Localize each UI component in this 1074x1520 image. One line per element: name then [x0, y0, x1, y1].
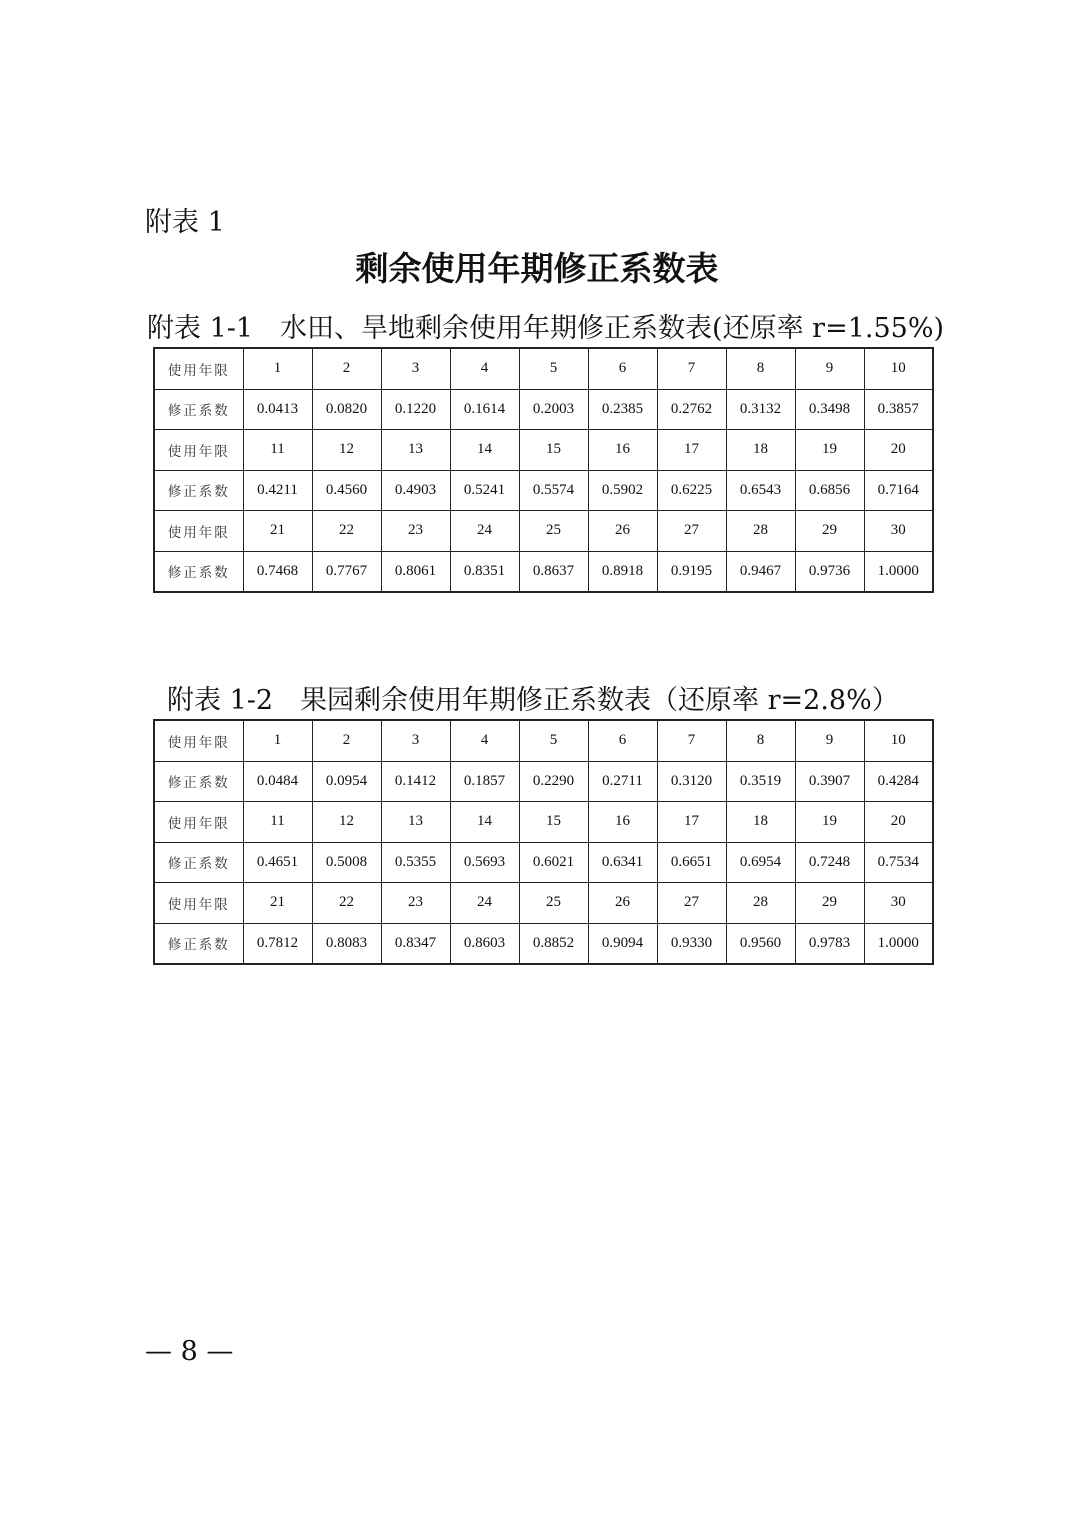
- table-cell: 21: [243, 511, 312, 552]
- table-cell: 0.0954: [312, 761, 381, 802]
- table-cell: 0.3132: [726, 389, 795, 430]
- table-cell: 0.8603: [450, 923, 519, 964]
- table-cell: 1.0000: [864, 551, 933, 592]
- table-cell: 0.9736: [795, 551, 864, 592]
- table-cell: 15: [519, 430, 588, 471]
- page-title: 剩余使用年期修正系数表: [355, 249, 719, 288]
- table-cell: 26: [588, 511, 657, 552]
- table-cell: 17: [657, 430, 726, 471]
- table-cell: 22: [312, 511, 381, 552]
- table-cell: 0.5693: [450, 842, 519, 883]
- table-cell: 30: [864, 511, 933, 552]
- table-cell: 8: [726, 720, 795, 761]
- table-cell: 0.0413: [243, 389, 312, 430]
- table-cell: 0.7767: [312, 551, 381, 592]
- table-cell: 0.1220: [381, 389, 450, 430]
- table-cell: 0.2385: [588, 389, 657, 430]
- table-cell: 0.7812: [243, 923, 312, 964]
- table-cell: 0.2290: [519, 761, 588, 802]
- table-cell: 0.4284: [864, 761, 933, 802]
- table-cell: 0.0820: [312, 389, 381, 430]
- table-row: [154, 551, 933, 592]
- table-cell: 0.6021: [519, 842, 588, 883]
- table-cell: 8: [726, 348, 795, 389]
- table-2-subtitle: 附表 1-2 果园剩余使用年期修正系数表（还原率 r=2.8%）: [167, 685, 899, 716]
- table-cell: 0.6954: [726, 842, 795, 883]
- table-cell: 19: [795, 430, 864, 471]
- table-cell: 23: [381, 883, 450, 924]
- table-cell: 1: [243, 720, 312, 761]
- table-cell: 0.1614: [450, 389, 519, 430]
- table-cell: 0.9467: [726, 551, 795, 592]
- table-cell: 25: [519, 511, 588, 552]
- table-cell: 26: [588, 883, 657, 924]
- table-cell: 30: [864, 883, 933, 924]
- row-label: 使用年限: [154, 348, 243, 389]
- table-cell: 3: [381, 348, 450, 389]
- table-cell: 12: [312, 802, 381, 843]
- table-cell: 0.9560: [726, 923, 795, 964]
- table-cell: 15: [519, 802, 588, 843]
- table-cell: 0.8852: [519, 923, 588, 964]
- row-label: 使用年限: [154, 511, 243, 552]
- table-cell: 0.6856: [795, 470, 864, 511]
- row-label: 修正系数: [154, 761, 243, 802]
- table-cell: 6: [588, 348, 657, 389]
- table-cell: 20: [864, 430, 933, 471]
- table-cell: 14: [450, 430, 519, 471]
- table-row: [154, 842, 933, 883]
- page-number: — 8 —: [145, 1336, 234, 1367]
- table-cell: 0.3857: [864, 389, 933, 430]
- table-cell: 28: [726, 883, 795, 924]
- table-row: [154, 802, 933, 843]
- table-cell: 0.6341: [588, 842, 657, 883]
- table-cell: 13: [381, 802, 450, 843]
- table-cell: 17: [657, 802, 726, 843]
- table-cell: 25: [519, 883, 588, 924]
- table-cell: 11: [243, 802, 312, 843]
- table-cell: 0.5241: [450, 470, 519, 511]
- table-cell: 0.6543: [726, 470, 795, 511]
- table-cell: 4: [450, 720, 519, 761]
- table-cell: 0.5574: [519, 470, 588, 511]
- table-row: [154, 470, 933, 511]
- table-cell: 0.4651: [243, 842, 312, 883]
- table-cell: 2: [312, 720, 381, 761]
- table-cell: 0.2711: [588, 761, 657, 802]
- table-cell: 23: [381, 511, 450, 552]
- table-cell: 0.9330: [657, 923, 726, 964]
- row-label: 修正系数: [154, 842, 243, 883]
- table-cell: 9: [795, 720, 864, 761]
- table-cell: 0.7164: [864, 470, 933, 511]
- table-cell: 21: [243, 883, 312, 924]
- row-label: 修正系数: [154, 389, 243, 430]
- table-cell: 3: [381, 720, 450, 761]
- annex-label: 附表 1: [145, 207, 225, 238]
- table-cell: 0.1412: [381, 761, 450, 802]
- table-cell: 0.4560: [312, 470, 381, 511]
- row-label: 使用年限: [154, 802, 243, 843]
- correction-table-2: [153, 719, 934, 965]
- row-label: 修正系数: [154, 551, 243, 592]
- table-cell: 0.7534: [864, 842, 933, 883]
- table-cell: 0.8918: [588, 551, 657, 592]
- table-row: [154, 923, 933, 964]
- row-label: 使用年限: [154, 720, 243, 761]
- table-cell: 0.3907: [795, 761, 864, 802]
- table-cell: 0.3519: [726, 761, 795, 802]
- table-row: [154, 720, 933, 761]
- table-row: [154, 883, 933, 924]
- table-cell: 1: [243, 348, 312, 389]
- table-cell: 19: [795, 802, 864, 843]
- table-cell: 0.4903: [381, 470, 450, 511]
- table-cell: 0.3498: [795, 389, 864, 430]
- table-cell: 7: [657, 348, 726, 389]
- table-cell: 0.9094: [588, 923, 657, 964]
- table-1-subtitle: 附表 1-1 水田、旱地剩余使用年期修正系数表(还原率 r=1.55%): [147, 313, 945, 344]
- table-cell: 27: [657, 883, 726, 924]
- table-cell: 0.4211: [243, 470, 312, 511]
- table-row: [154, 389, 933, 430]
- correction-table-1: [153, 347, 934, 593]
- table-cell: 0.9195: [657, 551, 726, 592]
- table-cell: 11: [243, 430, 312, 471]
- table-cell: 0.3120: [657, 761, 726, 802]
- table-cell: 0.2762: [657, 389, 726, 430]
- table-cell: 0.8061: [381, 551, 450, 592]
- table-cell: 14: [450, 802, 519, 843]
- table-cell: 4: [450, 348, 519, 389]
- table-cell: 10: [864, 720, 933, 761]
- table-cell: 0.8637: [519, 551, 588, 592]
- table-cell: 5: [519, 348, 588, 389]
- row-label: 修正系数: [154, 470, 243, 511]
- table-cell: 0.2003: [519, 389, 588, 430]
- table-cell: 5: [519, 720, 588, 761]
- table-cell: 18: [726, 802, 795, 843]
- table-cell: 0.8347: [381, 923, 450, 964]
- table-cell: 0.5902: [588, 470, 657, 511]
- table-cell: 13: [381, 430, 450, 471]
- table-row: [154, 430, 933, 471]
- table-cell: 0.7468: [243, 551, 312, 592]
- table-cell: 0.5008: [312, 842, 381, 883]
- table-cell: 0.0484: [243, 761, 312, 802]
- table-cell: 6: [588, 720, 657, 761]
- table-cell: 0.7248: [795, 842, 864, 883]
- table-cell: 12: [312, 430, 381, 471]
- table-row: [154, 511, 933, 552]
- table-cell: 0.6225: [657, 470, 726, 511]
- table-cell: 16: [588, 430, 657, 471]
- table-cell: 9: [795, 348, 864, 389]
- table-cell: 18: [726, 430, 795, 471]
- table-cell: 10: [864, 348, 933, 389]
- table-cell: 2: [312, 348, 381, 389]
- table-cell: 0.8351: [450, 551, 519, 592]
- table-cell: 20: [864, 802, 933, 843]
- row-label: 使用年限: [154, 430, 243, 471]
- table-cell: 0.6651: [657, 842, 726, 883]
- table-cell: 1.0000: [864, 923, 933, 964]
- table-cell: 24: [450, 511, 519, 552]
- table-row: [154, 348, 933, 389]
- table-cell: 0.9783: [795, 923, 864, 964]
- table-cell: 0.8083: [312, 923, 381, 964]
- table-cell: 22: [312, 883, 381, 924]
- table-cell: 7: [657, 720, 726, 761]
- table-cell: 28: [726, 511, 795, 552]
- table-cell: 27: [657, 511, 726, 552]
- table-cell: 16: [588, 802, 657, 843]
- table-cell: 29: [795, 511, 864, 552]
- row-label: 修正系数: [154, 923, 243, 964]
- table-cell: 0.1857: [450, 761, 519, 802]
- row-label: 使用年限: [154, 883, 243, 924]
- table-cell: 29: [795, 883, 864, 924]
- table-cell: 0.5355: [381, 842, 450, 883]
- table-row: [154, 761, 933, 802]
- table-cell: 24: [450, 883, 519, 924]
